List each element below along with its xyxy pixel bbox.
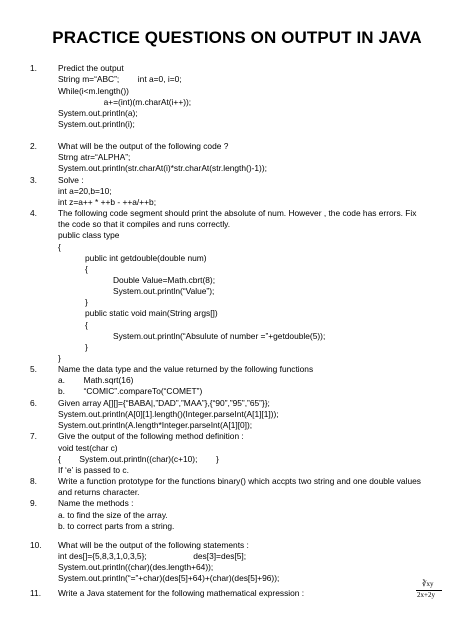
question-number: 7. (30, 431, 37, 441)
question-text: What will be the output of the following statements : (58, 540, 249, 550)
question-line: a. Math.sqrt(16) (58, 375, 134, 385)
question-number: 3. (30, 175, 37, 185)
question-line: { (85, 320, 88, 330)
question-line: While(i<m.length()) (58, 86, 129, 96)
question-line: b. “COMIC”.compareTo(“COMET”) (58, 386, 203, 396)
question-text: The following code segment should print the absolute of num. However , the code has errors. Fix (58, 208, 417, 218)
question-number: 8. (30, 476, 37, 486)
question-line: the code so that it compiles and runs correctly. (58, 219, 231, 229)
question-line: If ‘e’ is passed to c. (58, 465, 129, 475)
question-text: Write a Java statement for the following mathematical expression : (58, 588, 305, 598)
question-line: } (58, 353, 61, 363)
question-line: } (85, 342, 88, 352)
question-number: 9. (30, 498, 37, 508)
question-line: public static void main(String args[]) (85, 308, 218, 318)
question-line: int z=a++ * ++b - ++a/++b; (58, 197, 157, 207)
page-title: PRACTICE QUESTIONS ON OUTPUT IN JAVA (52, 28, 422, 47)
question-text: Write a function prototype for the functions binary() which accpts two string and one double values (58, 476, 421, 486)
question-number: 4. (30, 208, 37, 218)
question-line: } (85, 297, 88, 307)
question-line: public class type (58, 230, 120, 240)
question-line: { (58, 242, 61, 252)
question-number: 10. (30, 540, 42, 550)
question-line: System.out.println(“Absulute of number =”+getdouble(5)); (113, 331, 326, 341)
question-line: System.out.println(str.charAt(i)*str.charAt(str.length()-1)); (58, 163, 267, 173)
question-text: Name the methods : (58, 498, 134, 508)
question-number: 1. (30, 63, 37, 73)
question-text: What will be the output of the following code ? (58, 141, 229, 151)
question-line: int a=20,b=10; (58, 186, 112, 196)
question-line: { (85, 264, 88, 274)
expression-denominator: 2x+2y (417, 591, 435, 599)
question-text: Predict the output (58, 63, 124, 73)
question-line: and returns character. (58, 487, 140, 497)
question-text: Solve : (58, 175, 84, 185)
question-line: { System.out.println((char)(c+10); } (58, 454, 219, 464)
question-text: Given array A[][]={“BABA|,”DAD”,”MAA”},{“90”,”95”,”65”}}; (58, 398, 270, 408)
question-line: Strng atr=“ALPHA”; (58, 152, 131, 162)
question-line: System.out.println(a); (58, 108, 138, 118)
question-line: public int getdouble(double num) (85, 253, 207, 263)
question-number: 5. (30, 364, 37, 374)
question-number: 11. (30, 588, 42, 598)
question-text: Give the output of the following method definition : (58, 431, 244, 441)
question-line: System.out.println(i); (58, 119, 135, 129)
question-line: System.out.println(“=”+char)(des[5]+64)+(char)(des[5]+96)); (58, 573, 280, 583)
question-text: Name the data type and the value returned by the following functions (58, 364, 314, 374)
expression-numerator: ∛xy (422, 580, 434, 588)
question-line: String m=“ABC”; int a=0, i=0; (58, 74, 182, 84)
question-line: System.out.println(A.length*Integer.parseInt(A[1][0]); (58, 420, 253, 430)
question-line: System.out.println(“Value”); (113, 286, 215, 296)
question-line: int des[]={5,8,3,1,0,3,5}; des[3]=des[5]; (58, 551, 247, 561)
question-line: System.out.println(A[0][1].length()(Integer.parseInt(A[1][1])); (58, 409, 279, 419)
question-line: void test(char c) (58, 443, 118, 453)
question-line: a+=(int)(m.charAt(i++)); (85, 97, 192, 107)
question-number: 2. (30, 141, 37, 151)
question-line: System.out.println((char)(des.length+64)); (58, 562, 214, 572)
question-number: 6. (30, 398, 37, 408)
question-line: b. to correct parts from a string. (58, 521, 175, 531)
question-line: a. to find the size of the array. (58, 510, 168, 520)
question-line: Double Value=Math.cbrt(8); (113, 275, 216, 285)
